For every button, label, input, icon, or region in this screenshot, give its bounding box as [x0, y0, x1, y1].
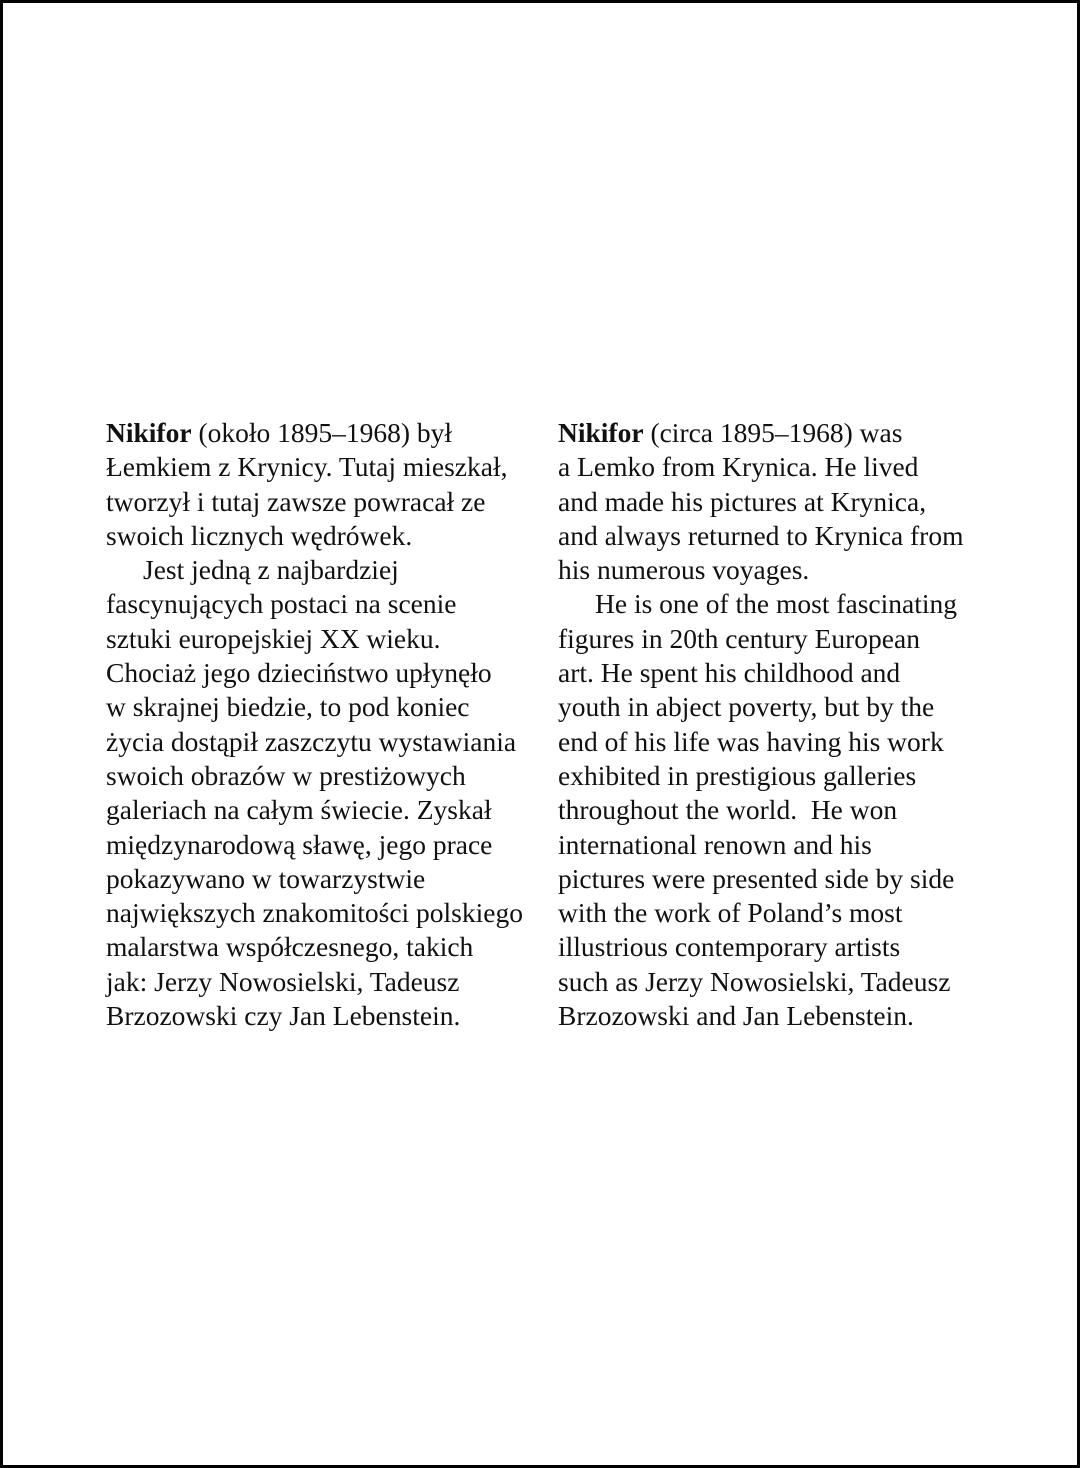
text-line	[106, 416, 523, 450]
text-line: and always returned to Krynica from	[558, 519, 964, 551]
text-line: sztuki europejskiej XX wieku.	[106, 622, 441, 654]
text-line: a Lemko from Krynica. He lived	[558, 451, 919, 483]
text-line: pictures were presented side by side	[558, 862, 955, 894]
text-line: throughout the world. He won	[558, 794, 898, 826]
text-line: international renown and his	[558, 828, 872, 860]
text-line: w skrajnej biedzie, to pod koniec	[106, 691, 470, 723]
text-line: pokazywano w towarzystwie	[106, 862, 426, 894]
text-line: his numerous voyages.	[558, 554, 810, 586]
text-line	[558, 416, 963, 450]
text-line: with the work of Poland’s most	[558, 897, 903, 929]
paragraph-start-line: Jest jedną z najbardziej	[143, 554, 399, 586]
text-line: Chociaż jego dzieciństwo upłynęło	[106, 657, 492, 689]
text-line: Brzozowski and Jan Lebenstein.	[558, 1000, 914, 1032]
text-line: tworzył i tutaj zawsze powracał ze	[106, 485, 486, 517]
text-line: Łemkiem z Krynicy. Tutaj mieszkał,	[106, 451, 508, 483]
text-line: such as Jerzy Nowosielski, Tadeusz	[558, 965, 951, 997]
text-line: figures in 20th century European	[558, 622, 920, 654]
text-line: galeriach na całym świecie. Zyskał	[106, 794, 492, 826]
text-line: życia dostąpił zaszczytu wystawiania	[106, 725, 517, 757]
polish-text-column	[106, 416, 523, 1033]
text-line: art. He spent his childhood and	[558, 657, 901, 689]
text-line: exhibited in prestigious galleries	[558, 759, 917, 791]
text-line: end of his life was having his work	[558, 725, 944, 757]
text-fragment: (około 1895–1968) był	[191, 417, 453, 448]
text-line: and made his pictures at Krynica,	[558, 485, 927, 517]
text-line: swoich licznych wędrówek.	[106, 519, 413, 551]
text-line: illustrious contemporary artists	[558, 931, 901, 963]
paragraph-start-line: He is one of the most fascinating	[595, 588, 957, 620]
text-line: Brzozowski czy Jan Lebenstein.	[106, 1000, 461, 1032]
artist-name: Nikifor	[106, 417, 192, 448]
text-line: największych znakomitości polskiego	[106, 897, 523, 929]
text-fragment: (circa 1895–1968) was	[643, 417, 903, 448]
artist-name: Nikifor	[558, 417, 644, 448]
text-line: fascynujących postaci na scenie	[106, 588, 457, 620]
text-line: międzynarodową sławę, jego prace	[106, 828, 493, 860]
english-text-column	[558, 416, 963, 1033]
text-line: jak: Jerzy Nowosielski, Tadeusz	[106, 965, 460, 997]
text-line: swoich obrazów w prestiżowych	[106, 759, 466, 791]
text-line: malarstwa współczesnego, takich	[106, 931, 474, 963]
text-line: youth in abject poverty, but by the	[558, 691, 935, 723]
